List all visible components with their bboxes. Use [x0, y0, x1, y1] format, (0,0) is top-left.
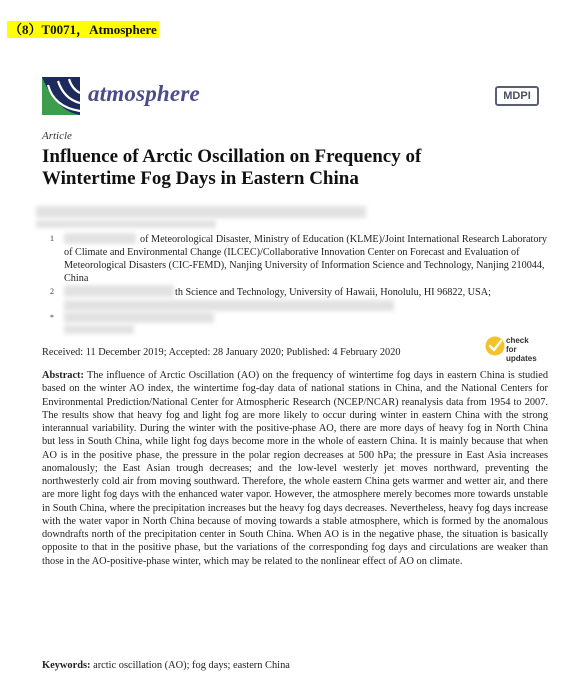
check-for-updates-badge[interactable]: [485, 335, 541, 363]
redacted-authors: [36, 206, 366, 218]
journal-name: atmosphere: [88, 81, 200, 106]
keywords: [42, 660, 290, 671]
redacted-correspondence: [64, 312, 214, 323]
redacted-affiliation-2: [64, 285, 174, 297]
check-updates-line1: check for: [506, 336, 529, 354]
mdpi-logo[interactable]: MDPI: [495, 86, 539, 106]
abstract-text: The influence of Arctic Oscillation (AO) on the frequency of wintertime fog days in eastern China is studied based on the winter AO index, the wintertime fog-day data of national stations in China, and the National Centers for Environmental Prediction/National Center for Atmospheric Research (NCEP/NCAR) reanalysis data from 1954 to 2007. The results show that heavy fog and light fog are more likely to occur during winter in eastern China with the strong interannual variability. During the winter with the positive-phase AO, there are more days of heavy fog in North China but less in South China, while light fog days become more in the whole of eastern China. It is mainly because that when AO is in the positive phase, the pressure in the polar region decreases at 500 hPa; the pressure in East Asia increases anomalously; the East Asian trough decreases; and the low-level westerly jet moves northward, preventing the northwesterly cold air from moving southward. Therefore, the whole eastern China gets warmer and wetter air, and there are more light fog days with the enhanced water vapor. However, the atmosphere merely becomes more towards unstable in South China, where the precipitation increases but the heavy fog days decreases. Nevertheless, heavy fog days increase with the water vapor in North China because of moving towards a stable atmosphere, which is formed by the anomalous downdrafts north of the precipitation center in South China. When AO is in the negative phase, the situation is basically opposite to that in the positive phase, but the variations of the corresponding fog days and circulations are weaker than those in the AO-positive-phase winter, which may be related to the nonlinear effect of AO on climate.: [42, 370, 548, 567]
atmosphere-logo-icon: [42, 77, 80, 115]
affiliation-2-marker: 2: [50, 287, 54, 296]
redacted-email: [64, 300, 394, 311]
abstract-label: Abstract:: [42, 370, 84, 381]
keywords-label: Keywords:: [42, 660, 91, 671]
corresponding-marker: *: [50, 313, 54, 322]
check-updates-line2: updates: [506, 354, 537, 363]
publication-dates: Received: 11 December 2019; Accepted: 28 January 2020; Published: 4 February 2020: [42, 347, 401, 358]
redacted-authors-2: [36, 220, 216, 228]
abstract: [42, 369, 548, 568]
affiliation-2-text: th Science and Technology, University of Hawaii, Honolulu, HI 96822, USA;: [175, 287, 491, 298]
article-type: Article: [42, 130, 72, 142]
redacted-correspondence-2: [64, 325, 134, 334]
check-updates-icon: [485, 336, 505, 356]
document-tag: （8）T0071，Atmosphere: [9, 22, 157, 37]
keywords-text: arctic oscillation (AO); fog days; eastern China: [93, 660, 290, 671]
affiliation-1-text: of Meteorological Disaster, Ministry of Education (KLME)/Joint International Research Laboratory of Climate and Environmental Change (ILCEC)/Collaborative Innovation Center on Forecast and Evaluation of Meteorological Disasters (CIC-FEMD), Nanjing University of Information Science and Technology, Nanjing 210044, China: [64, 234, 547, 284]
paper-title: Influence of Arctic Oscillation on Frequency of Wintertime Fog Days in Eastern China: [42, 146, 422, 189]
affiliation-1-marker: 1: [50, 234, 54, 243]
